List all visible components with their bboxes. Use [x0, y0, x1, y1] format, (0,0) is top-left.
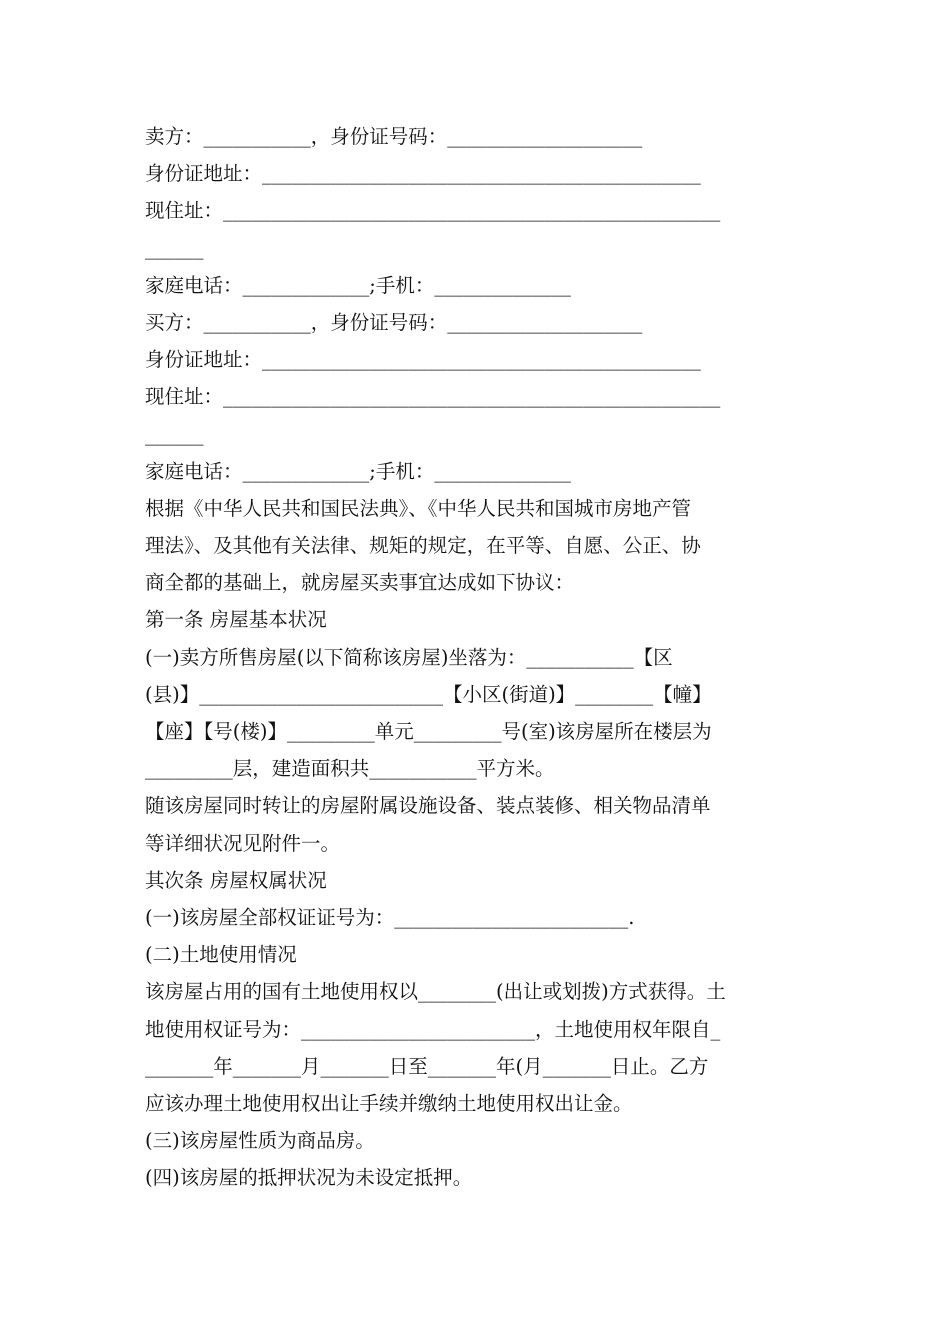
- article-2-item-3: (三)该房屋性质为商品房。: [145, 1129, 375, 1153]
- article-1-attachment-line-2: 等详细状况见附件一。: [145, 831, 341, 855]
- buyer-current-address-line: 现住址：___________________________________________________: [145, 385, 721, 409]
- seller-id-address-line: 身份证地址：_____________________________________________: [145, 162, 701, 186]
- article-1-item-1-line-3: 【座】【号(楼)】_________单元_________号(室)该房屋所在楼层为: [145, 720, 712, 743]
- article-2-land-line-1: 该房屋占用的国有土地使用权以________(出让或划拨)方式获得。土: [145, 980, 726, 1004]
- buyer-id-line: 买方：___________，身份证号码：____________________: [145, 310, 643, 334]
- seller-current-address-line: 现住址：___________________________________________________: [145, 199, 721, 223]
- preamble-line-1: 根据《中华人民共和国民法典》、《中华人民共和国城市房地产管: [145, 496, 692, 520]
- article-1-item-1-line-4: _________层，建造面积共___________平方米。: [145, 757, 555, 781]
- article-2-title: 其次条 房屋权属状况: [145, 868, 327, 892]
- buyer-phone-line: 家庭电话：_____________;手机：______________: [145, 459, 571, 483]
- article-2-item-2: (二)土地使用情况: [145, 943, 297, 967]
- buyer-id-address-line: 身份证地址：_____________________________________________: [145, 348, 701, 372]
- article-1-attachment-line-1: 随该房屋同时转让的房屋附属设施设备、装点装修、相关物品清单: [145, 794, 711, 818]
- article-2-land-line-2: 地使用权证号为：________________________，土地使用权年限自_: [145, 1017, 721, 1041]
- seller-current-address-continuation: ______: [145, 236, 204, 260]
- buyer-current-address-continuation: ______: [145, 422, 204, 446]
- seller-phone-line: 家庭电话：_____________;手机：______________: [145, 273, 571, 297]
- contract-body: [145, 118, 807, 1196]
- seller-id-line: 卖方：___________，身份证号码：____________________: [145, 125, 643, 148]
- article-2-item-4: (四)该房屋的抵押状况为未设定抵押。: [145, 1166, 473, 1190]
- article-1-item-1-line-2: (县)】_________________________【小区(街道)】________【幢】: [145, 682, 712, 706]
- article-2-land-line-3: _______年_______月_______日至_______年(月_______日止。乙方: [145, 1054, 709, 1078]
- article-2-land-line-4: 应该办理土地使用权出让手续并缴纳土地使用权出让金。: [145, 1091, 633, 1115]
- article-1-title: 第一条 房屋基本状况: [145, 608, 327, 632]
- preamble-line-3: 商全都的基础上，就房屋买卖事宜达成如下协议：: [145, 571, 575, 595]
- preamble-line-2: 理法》、及其他有关法律、规矩的规定，在平等、自愿、公正、协: [145, 534, 701, 558]
- article-2-item-1: (一)该房屋全部权证证号为：________________________.: [145, 905, 635, 929]
- article-1-item-1-line-1: (一)卖方所售房屋(以下简称该房屋)坐落为：___________【区: [145, 645, 673, 669]
